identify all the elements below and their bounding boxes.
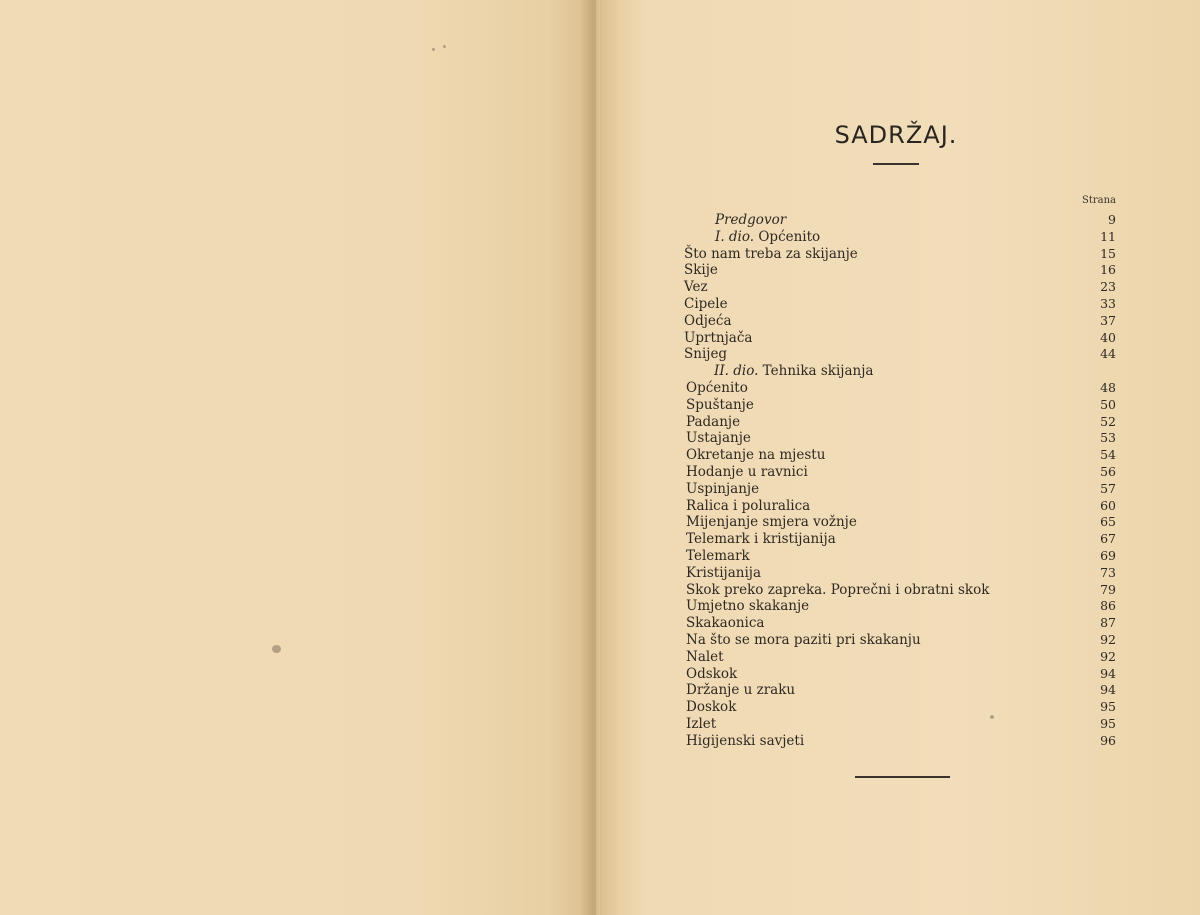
toc-entry-text: Vez xyxy=(684,279,708,296)
toc-entry-text: Ustajanje xyxy=(686,430,751,447)
toc-entry xyxy=(684,598,1120,615)
toc-entry-text: Nalet xyxy=(686,648,724,665)
toc-entry xyxy=(684,330,1120,347)
title-rule xyxy=(873,163,919,165)
toc-entry xyxy=(684,733,1120,750)
toc-entry-label xyxy=(686,380,748,397)
toc-entry-page-number: 40 xyxy=(1100,329,1116,345)
toc-entry-text: Cipele xyxy=(684,295,728,312)
book-gutter xyxy=(580,0,620,915)
toc-entry-page-number: 15 xyxy=(1100,245,1116,261)
toc-entry-label xyxy=(686,565,761,582)
toc-entry-label xyxy=(684,279,708,296)
toc-entry xyxy=(684,363,1120,380)
toc-entry-page-number: 94 xyxy=(1100,665,1116,681)
toc-entry-label xyxy=(686,699,736,716)
toc-entry-label xyxy=(684,262,718,279)
toc-entry-text: Doskok xyxy=(686,699,737,716)
toc-entry-page-number: 67 xyxy=(1100,531,1116,547)
page-column-header: Strana xyxy=(1081,195,1116,206)
toc-entry xyxy=(684,279,1120,296)
toc-entry-page-number: 23 xyxy=(1100,279,1116,295)
toc-entry xyxy=(684,262,1120,279)
left-page xyxy=(0,0,596,915)
toc-entry-page-number: 53 xyxy=(1100,430,1116,446)
toc-entry-label xyxy=(686,632,921,649)
toc-entry xyxy=(684,380,1120,397)
toc-entry-label xyxy=(686,682,795,699)
toc-entry-label xyxy=(686,498,810,515)
toc-entry-label xyxy=(684,246,858,263)
toc-entry-page-number: 94 xyxy=(1100,682,1116,698)
closing-rule xyxy=(855,776,950,778)
toc-entry-page-number: 92 xyxy=(1100,648,1116,664)
toc-entry-page-number: 54 xyxy=(1100,447,1116,463)
toc-entry-text: Mijenjanje smjera vožnje xyxy=(686,514,857,531)
toc-entry-label xyxy=(686,514,857,531)
toc-entry-page-number: 37 xyxy=(1100,312,1116,328)
toc-entry-text: Općenito xyxy=(686,379,748,396)
toc-entry xyxy=(684,481,1120,498)
toc-entry xyxy=(684,548,1120,565)
toc-entry xyxy=(684,716,1120,733)
toc-entry xyxy=(684,397,1120,414)
toc-entry-page-number: 95 xyxy=(1100,715,1116,731)
toc-entry xyxy=(684,430,1120,447)
toc-entry xyxy=(684,531,1120,548)
toc-entry-label xyxy=(686,548,750,565)
toc-entry-prefix: II. dio. xyxy=(714,363,759,380)
toc-entry-page-number: 52 xyxy=(1100,413,1116,429)
toc-entry-label xyxy=(686,582,989,599)
toc-entry-page-number: 16 xyxy=(1100,262,1116,278)
toc-entry-text: Odskok xyxy=(686,665,738,682)
toc-entry-page-number: 96 xyxy=(1100,732,1116,748)
toc-entry-text: Tehnika skijanja xyxy=(758,363,874,380)
toc-entry-text: Uprtnjača xyxy=(684,329,753,346)
toc-entry-label xyxy=(714,363,873,380)
toc-entry-page-number: 48 xyxy=(1100,379,1116,395)
toc-entry xyxy=(684,212,1120,229)
toc-entry-label xyxy=(686,666,737,683)
toc-entry-label xyxy=(686,649,724,666)
toc-entry-page-number: 50 xyxy=(1100,396,1116,412)
toc-entry xyxy=(684,313,1120,330)
toc-entry-label xyxy=(686,447,825,464)
toc-entry-text: Držanje u zraku xyxy=(686,682,796,699)
toc-entry-label xyxy=(684,296,728,313)
toc-entry-page-number: 69 xyxy=(1100,547,1116,563)
toc-entry-label xyxy=(686,481,759,498)
toc-entry-text: Spuštanje xyxy=(686,396,754,413)
toc-entry-text: Skok preko zapreka. Poprečni i obratni skok xyxy=(686,581,990,598)
paper-speck xyxy=(443,45,446,48)
toc-entry-label xyxy=(715,212,786,229)
toc-entry-text: Izlet xyxy=(686,715,717,732)
toc-entry-label xyxy=(684,346,727,363)
toc-entry-text: Ralica i poluralica xyxy=(686,497,811,514)
toc-entry xyxy=(684,346,1120,363)
toc-entry-label xyxy=(686,716,716,733)
toc-entry-text: Uspinjanje xyxy=(686,480,760,497)
toc-entry xyxy=(684,582,1120,599)
toc-entry-label xyxy=(686,531,836,548)
toc-entry xyxy=(684,565,1120,582)
toc-entry-label xyxy=(686,414,740,431)
toc-entry-page-number: 87 xyxy=(1100,615,1116,631)
toc-entry xyxy=(684,246,1120,263)
toc-entry-page-number: 44 xyxy=(1100,346,1116,362)
toc-entry-text: Skakaonica xyxy=(686,615,765,632)
page-title: SADRŽAJ. xyxy=(834,121,958,149)
toc-entry-label xyxy=(686,464,808,481)
toc-entry-page-number: 79 xyxy=(1100,581,1116,597)
toc-entry-text: Umjetno skakanje xyxy=(686,598,810,615)
toc-entry xyxy=(684,649,1120,666)
toc-entry xyxy=(684,682,1120,699)
toc-entry-label xyxy=(686,733,804,750)
toc-entry-text: Skije xyxy=(684,262,718,279)
toc-entry xyxy=(684,498,1120,515)
toc-entry-page-number: 57 xyxy=(1100,480,1116,496)
table-of-contents xyxy=(684,212,1120,750)
toc-entry-label xyxy=(686,598,809,615)
toc-entry-text: Okretanje na mjestu xyxy=(686,447,826,464)
toc-entry-prefix: Predgovor xyxy=(715,212,787,228)
toc-entry xyxy=(684,414,1120,431)
toc-entry-page-number: 11 xyxy=(1100,228,1116,244)
toc-entry xyxy=(684,632,1120,649)
toc-entry-label xyxy=(686,430,751,447)
toc-entry-page-number: 60 xyxy=(1100,497,1116,513)
toc-entry-page-number: 56 xyxy=(1100,463,1116,479)
toc-entry-text: Odjeća xyxy=(684,312,732,329)
toc-entry-page-number: 65 xyxy=(1100,514,1116,530)
toc-entry-page-number: 95 xyxy=(1100,699,1116,715)
toc-entry xyxy=(684,447,1120,464)
toc-entry xyxy=(684,464,1120,481)
toc-entry-label xyxy=(715,229,820,246)
toc-entry-text: Telemark i kristijanija xyxy=(686,531,836,548)
toc-entry-page-number: 73 xyxy=(1100,564,1116,580)
toc-entry-label xyxy=(684,330,752,347)
toc-entry-text: Hodanje u ravnici xyxy=(686,463,808,480)
toc-entry-text: Kristijanija xyxy=(686,564,762,581)
toc-entry-label xyxy=(686,615,764,632)
toc-entry xyxy=(684,615,1120,632)
toc-entry-page-number: 86 xyxy=(1100,598,1116,614)
toc-entry xyxy=(684,229,1120,246)
toc-entry-text: Padanje xyxy=(686,413,741,430)
toc-entry xyxy=(684,514,1120,531)
toc-entry-text: Na što se mora paziti pri skakanju xyxy=(686,631,921,648)
toc-entry-page-number: 33 xyxy=(1100,295,1116,311)
toc-entry xyxy=(684,666,1120,683)
paper-speck xyxy=(272,645,281,653)
toc-entry-page-number: 92 xyxy=(1100,631,1116,647)
toc-entry-prefix: I. dio. xyxy=(715,228,755,245)
toc-entry-text: Higijenski savjeti xyxy=(686,732,805,749)
toc-entry-label xyxy=(686,397,754,414)
toc-entry-text: Telemark xyxy=(686,547,750,564)
paper-speck xyxy=(432,48,435,51)
toc-entry-text: Snijeg xyxy=(684,346,728,363)
toc-entry xyxy=(684,296,1120,313)
toc-entry-page-number: 9 xyxy=(1108,212,1116,227)
toc-entry-label xyxy=(684,313,732,330)
toc-entry-text: Općenito xyxy=(754,228,821,245)
toc-entry-text: Što nam treba za skijanje xyxy=(684,245,858,262)
toc-entry xyxy=(684,699,1120,716)
